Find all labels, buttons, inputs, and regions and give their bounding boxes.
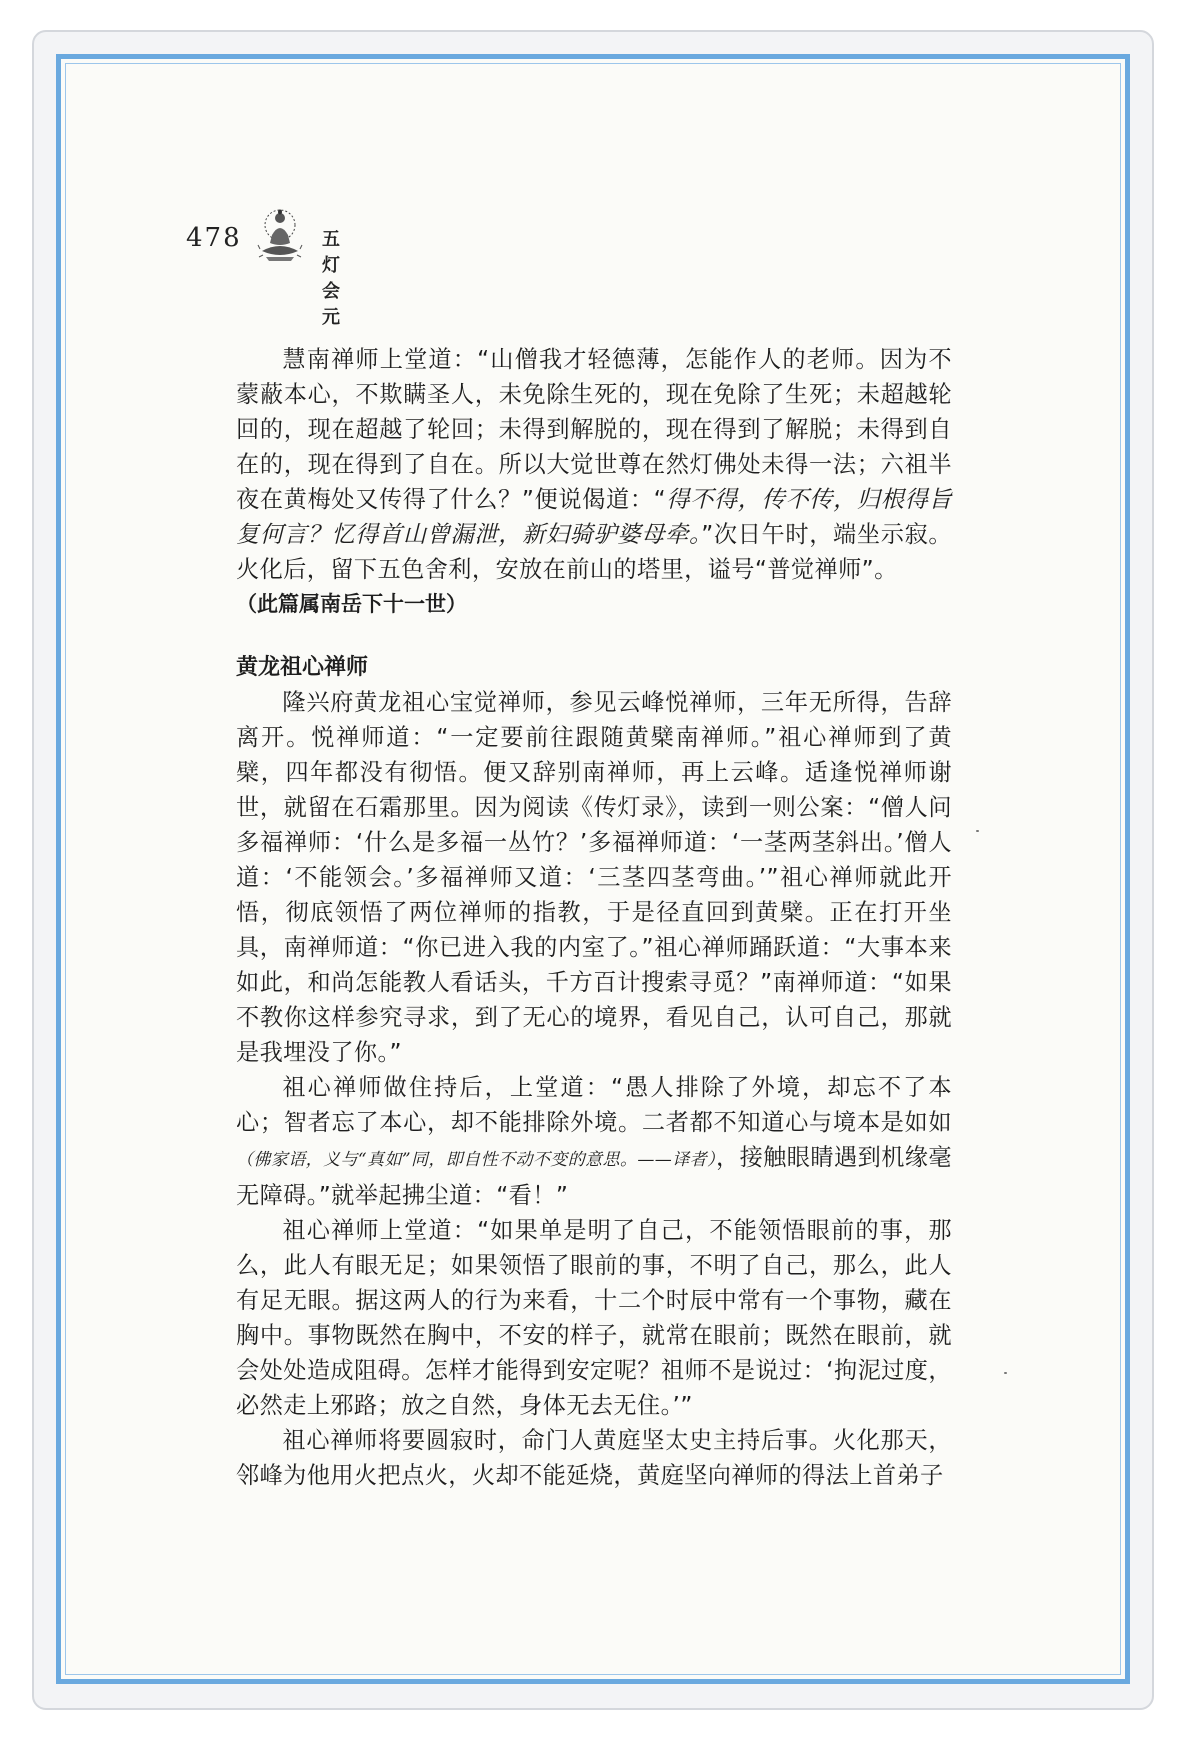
paragraph-text: ”次日午时，端坐示寂。火化后，留下五色舍利，安放在前山的塔里，谥号“普觉禅师”。 — [236, 521, 952, 583]
paragraph — [236, 342, 952, 587]
seated-buddha-icon — [254, 205, 306, 263]
translator-note: （佛家语，义与“真如”同，即自性不动不变的意思。——译者） — [236, 1150, 716, 1170]
book-title: 五灯会元 — [322, 229, 343, 328]
paragraph-text: 祖心禅师做住持后，上堂道：“愚人排除了外境，却忘不了本心；智者忘了本心，却不能排除外境。二者都不知道心与境本是如如 — [236, 1074, 952, 1136]
lineage-note: （此篇属南岳下十一世） — [236, 592, 467, 616]
paragraph — [236, 1070, 952, 1213]
section-title: 黄龙祖心禅师 — [236, 655, 369, 680]
paragraph: 隆兴府黄龙祖心宝觉禅师，参见云峰悦禅师，三年无所得，告辞离开。悦禅师道：“一定要前往跟随黄檗南禅师。”祖心禅师到了黄檗，四年都没有彻悟。便又辞别南禅师，再上云峰。适逢悦禅师谢世，就留在石霜那里。因为阅读《传灯录》，读到一则公案：“僧人问多福禅师：‘什么是多福一丛竹？’多福禅师道：‘一茎两茎斜出。’僧人道：‘不能领会。’多福禅师又道：‘三茎四茎弯曲。’”祖心禅师就此开悟，彻底领悟了两位禅师的指教，于是径直回到黄檗。正在打开坐具，南禅师道：“你已进入我的内室了。”祖心禅师踊跃道：“大事本来如此，和尚怎能教人看话头，千方百计搜索寻觅？”南禅师道：“如果不教你这样参究寻求，到了无心的境界，看见自己，认可自己，那就是我埋没了你。” — [236, 689, 952, 1066]
page-number: 478 — [186, 223, 242, 253]
scan-speck — [976, 830, 979, 832]
paragraph-text: ，接触眼睛遇到机缘毫无障碍。”就举起拂尘道：“看！” — [236, 1144, 952, 1209]
paragraph-text: 慧南禅师上堂道：“山僧我才轻德薄，怎能作人的老师。因为不蒙蔽本心，不欺瞒圣人，未免除生死的，现在免除了生死；未超越轮回的，现在超越了轮回；未得到解脱的，现在得到了解脱；未得到自在的，现在得到了自在。所以大觉世尊在然灯佛处未得一法；六祖半夜在黄梅处又传得了什么？”便说偈道：“ — [236, 346, 952, 513]
paragraph: 祖心禅师上堂道：“如果单是明了自己，不能领悟眼前的事，那么，此人有眼无足；如果领悟了眼前的事，不明了自己，那么，此人有足无眼。据这两人的行为来看，十二个时辰中常有一个事物，藏在胸中。事物既然在胸中，不安的样子，就常在眼前；既然在眼前，就会处处造成阻碍。怎样才能得到安定呢？祖师不是说过：‘拘泥过度，必然走上邪路；放之自然，身体无去无住。’” — [236, 1217, 952, 1419]
page-body-text — [236, 342, 952, 1493]
paragraph: 祖心禅师将要圆寂时，命门人黄庭坚太史主持后事。火化那天，邻峰为他用火把点火，火却不能延烧，黄庭坚向禅师的得法上首弟子 — [236, 1427, 952, 1489]
verse-gatha: 得不得，传不传，归根得旨复何言？忆得首山曾漏泄，新妇骑驴婆母牵。 — [236, 486, 952, 548]
scan-speck — [1004, 1372, 1007, 1374]
